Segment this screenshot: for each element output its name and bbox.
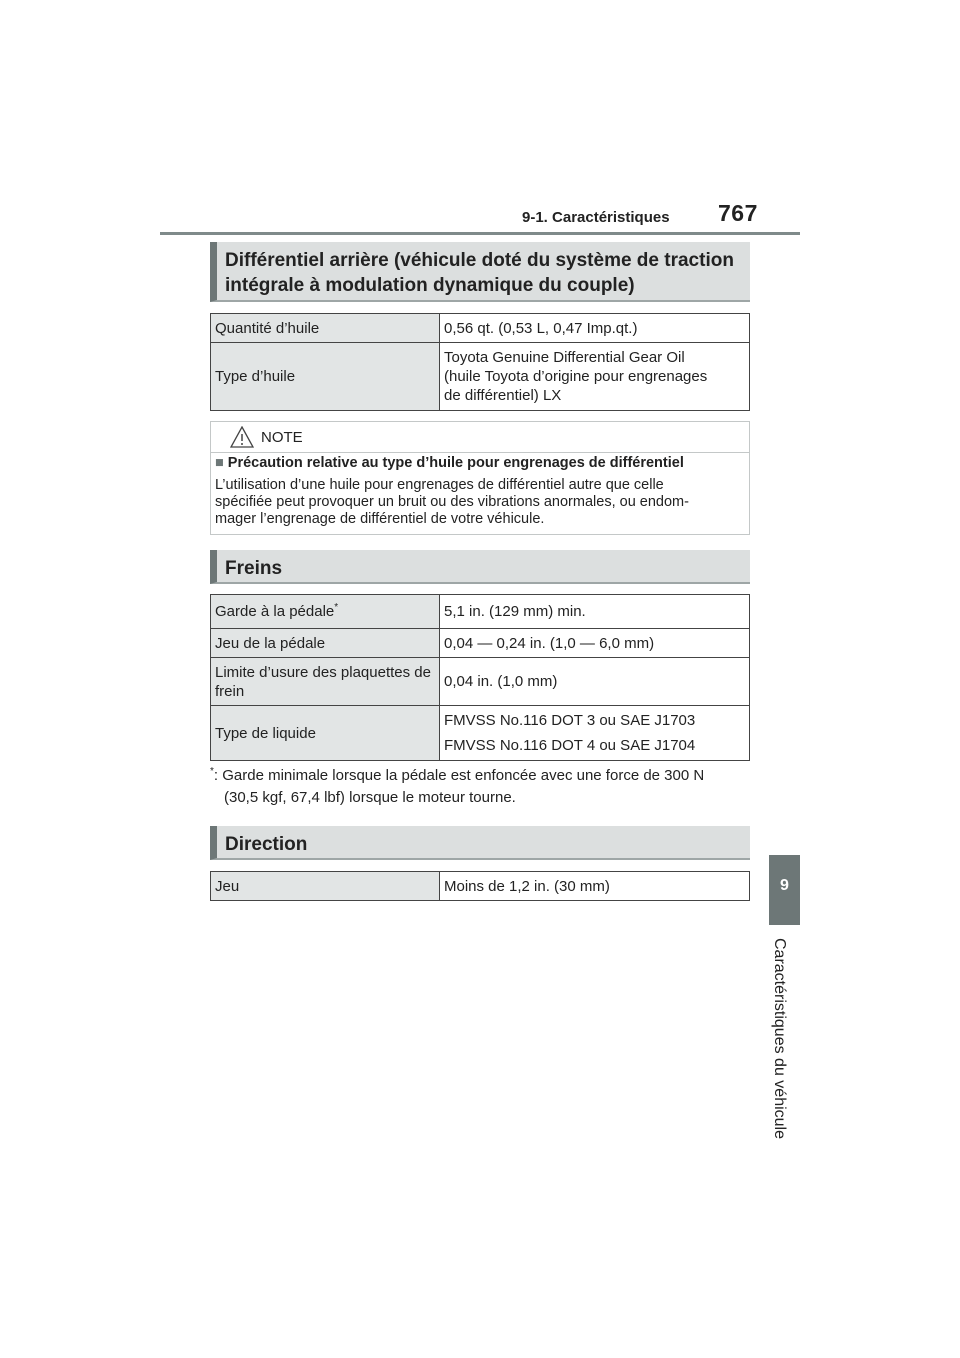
table-value-cell bbox=[440, 658, 750, 706]
brakes-footnote bbox=[210, 765, 755, 809]
note-body bbox=[215, 477, 745, 528]
note-body-line: mager l’engrenage de différentiel de votre véhicule. bbox=[215, 511, 545, 527]
table-row bbox=[211, 706, 750, 761]
steering-table bbox=[210, 871, 750, 901]
note-subheading-text: Précaution relative au type d’huile pour engrenages de différentiel bbox=[227, 455, 684, 471]
rear-differential-heading-line2: intégrale à modulation dynamique du couple) bbox=[225, 275, 635, 296]
value-line: 0,04 — 0,24 in. (1,0 — 6,0 mm) bbox=[444, 634, 655, 652]
table-value-cell bbox=[440, 314, 750, 343]
table-row bbox=[211, 872, 750, 901]
footnote-line1: : Garde minimale lorsque la pédale est enfoncée avec une force de 300 N bbox=[213, 767, 705, 784]
footnote-line2: (30,5 kgf, 67,4 lbf) lorsque le moteur tourne. bbox=[224, 789, 516, 806]
footnote-marker: * bbox=[210, 766, 214, 777]
value-line: FMVSS No.116 DOT 3 ou SAE J1703 bbox=[444, 712, 696, 729]
table-label-cell: Type de liquide bbox=[211, 706, 440, 761]
table-row bbox=[211, 343, 750, 411]
rear-differential-heading bbox=[210, 242, 750, 302]
table-label-cell: Jeu de la pédale bbox=[211, 629, 440, 658]
table-row bbox=[211, 595, 750, 629]
value-line: 0,04 in. (1,0 mm) bbox=[444, 673, 558, 690]
value-line: Toyota Genuine Differential Gear Oil bbox=[444, 349, 685, 366]
note-subheading bbox=[215, 455, 684, 471]
table-label-cell: Jeu bbox=[211, 872, 440, 901]
table-label-cell: Type d’huile bbox=[211, 343, 440, 411]
value-line: de différentiel) LX bbox=[444, 387, 562, 404]
section-title: 9-1. Caractéristiques bbox=[522, 209, 670, 226]
chapter-number: 9 bbox=[780, 877, 789, 894]
value-line: FMVSS No.116 DOT 4 ou SAE J1704 bbox=[444, 737, 696, 754]
header-divider bbox=[160, 232, 800, 235]
chapter-title: Caractéristiques du véhicule bbox=[771, 938, 788, 1139]
value-line: Moins de 1,2 in. (30 mm) bbox=[444, 877, 610, 895]
warning-triangle-icon bbox=[230, 426, 254, 448]
table-label-cell: Limite d’usure des plaquettes de frein bbox=[211, 658, 440, 706]
value-line: 0,56 qt. (0,53 L, 0,47 Imp.qt.) bbox=[444, 319, 638, 337]
steering-heading bbox=[210, 826, 750, 860]
label-text: Garde à la pédale bbox=[215, 603, 335, 620]
table-value-cell bbox=[440, 343, 750, 411]
table-label-cell: Quantité d’huile bbox=[211, 314, 440, 343]
brakes-heading bbox=[210, 550, 750, 584]
footnote-marker: * bbox=[334, 602, 339, 613]
value-line: (huile Toyota d’origine pour engrenages bbox=[444, 368, 708, 385]
brakes-heading-text: Freins bbox=[225, 558, 283, 579]
square-bullet-icon: ■ bbox=[215, 455, 224, 471]
table-value-cell bbox=[440, 629, 750, 658]
rear-differential-table bbox=[210, 313, 750, 411]
table-label-cell bbox=[211, 595, 440, 629]
note-box bbox=[210, 421, 750, 535]
table-row bbox=[211, 629, 750, 658]
table-row bbox=[211, 314, 750, 343]
brakes-table bbox=[210, 594, 750, 761]
steering-heading-text: Direction bbox=[225, 834, 308, 855]
note-header bbox=[211, 422, 749, 453]
note-body-line: L’utilisation d’une huile pour engrenages de différentiel autre que celle bbox=[215, 477, 664, 493]
rear-differential-heading-line1: Différentiel arrière (véhicule doté du système de traction bbox=[225, 250, 734, 271]
value-line: 5,1 in. (129 mm) min. bbox=[444, 603, 586, 620]
table-value-cell bbox=[440, 872, 750, 901]
chapter-tab bbox=[769, 855, 800, 925]
table-value-cell bbox=[440, 595, 750, 629]
note-title: NOTE bbox=[261, 429, 303, 446]
table-row bbox=[211, 658, 750, 706]
note-body-line: spécifiée peut provoquer un bruit ou des vibrations anormales, ou endom- bbox=[215, 494, 689, 510]
page-number: 767 bbox=[718, 200, 758, 226]
table-value-cell bbox=[440, 706, 750, 761]
